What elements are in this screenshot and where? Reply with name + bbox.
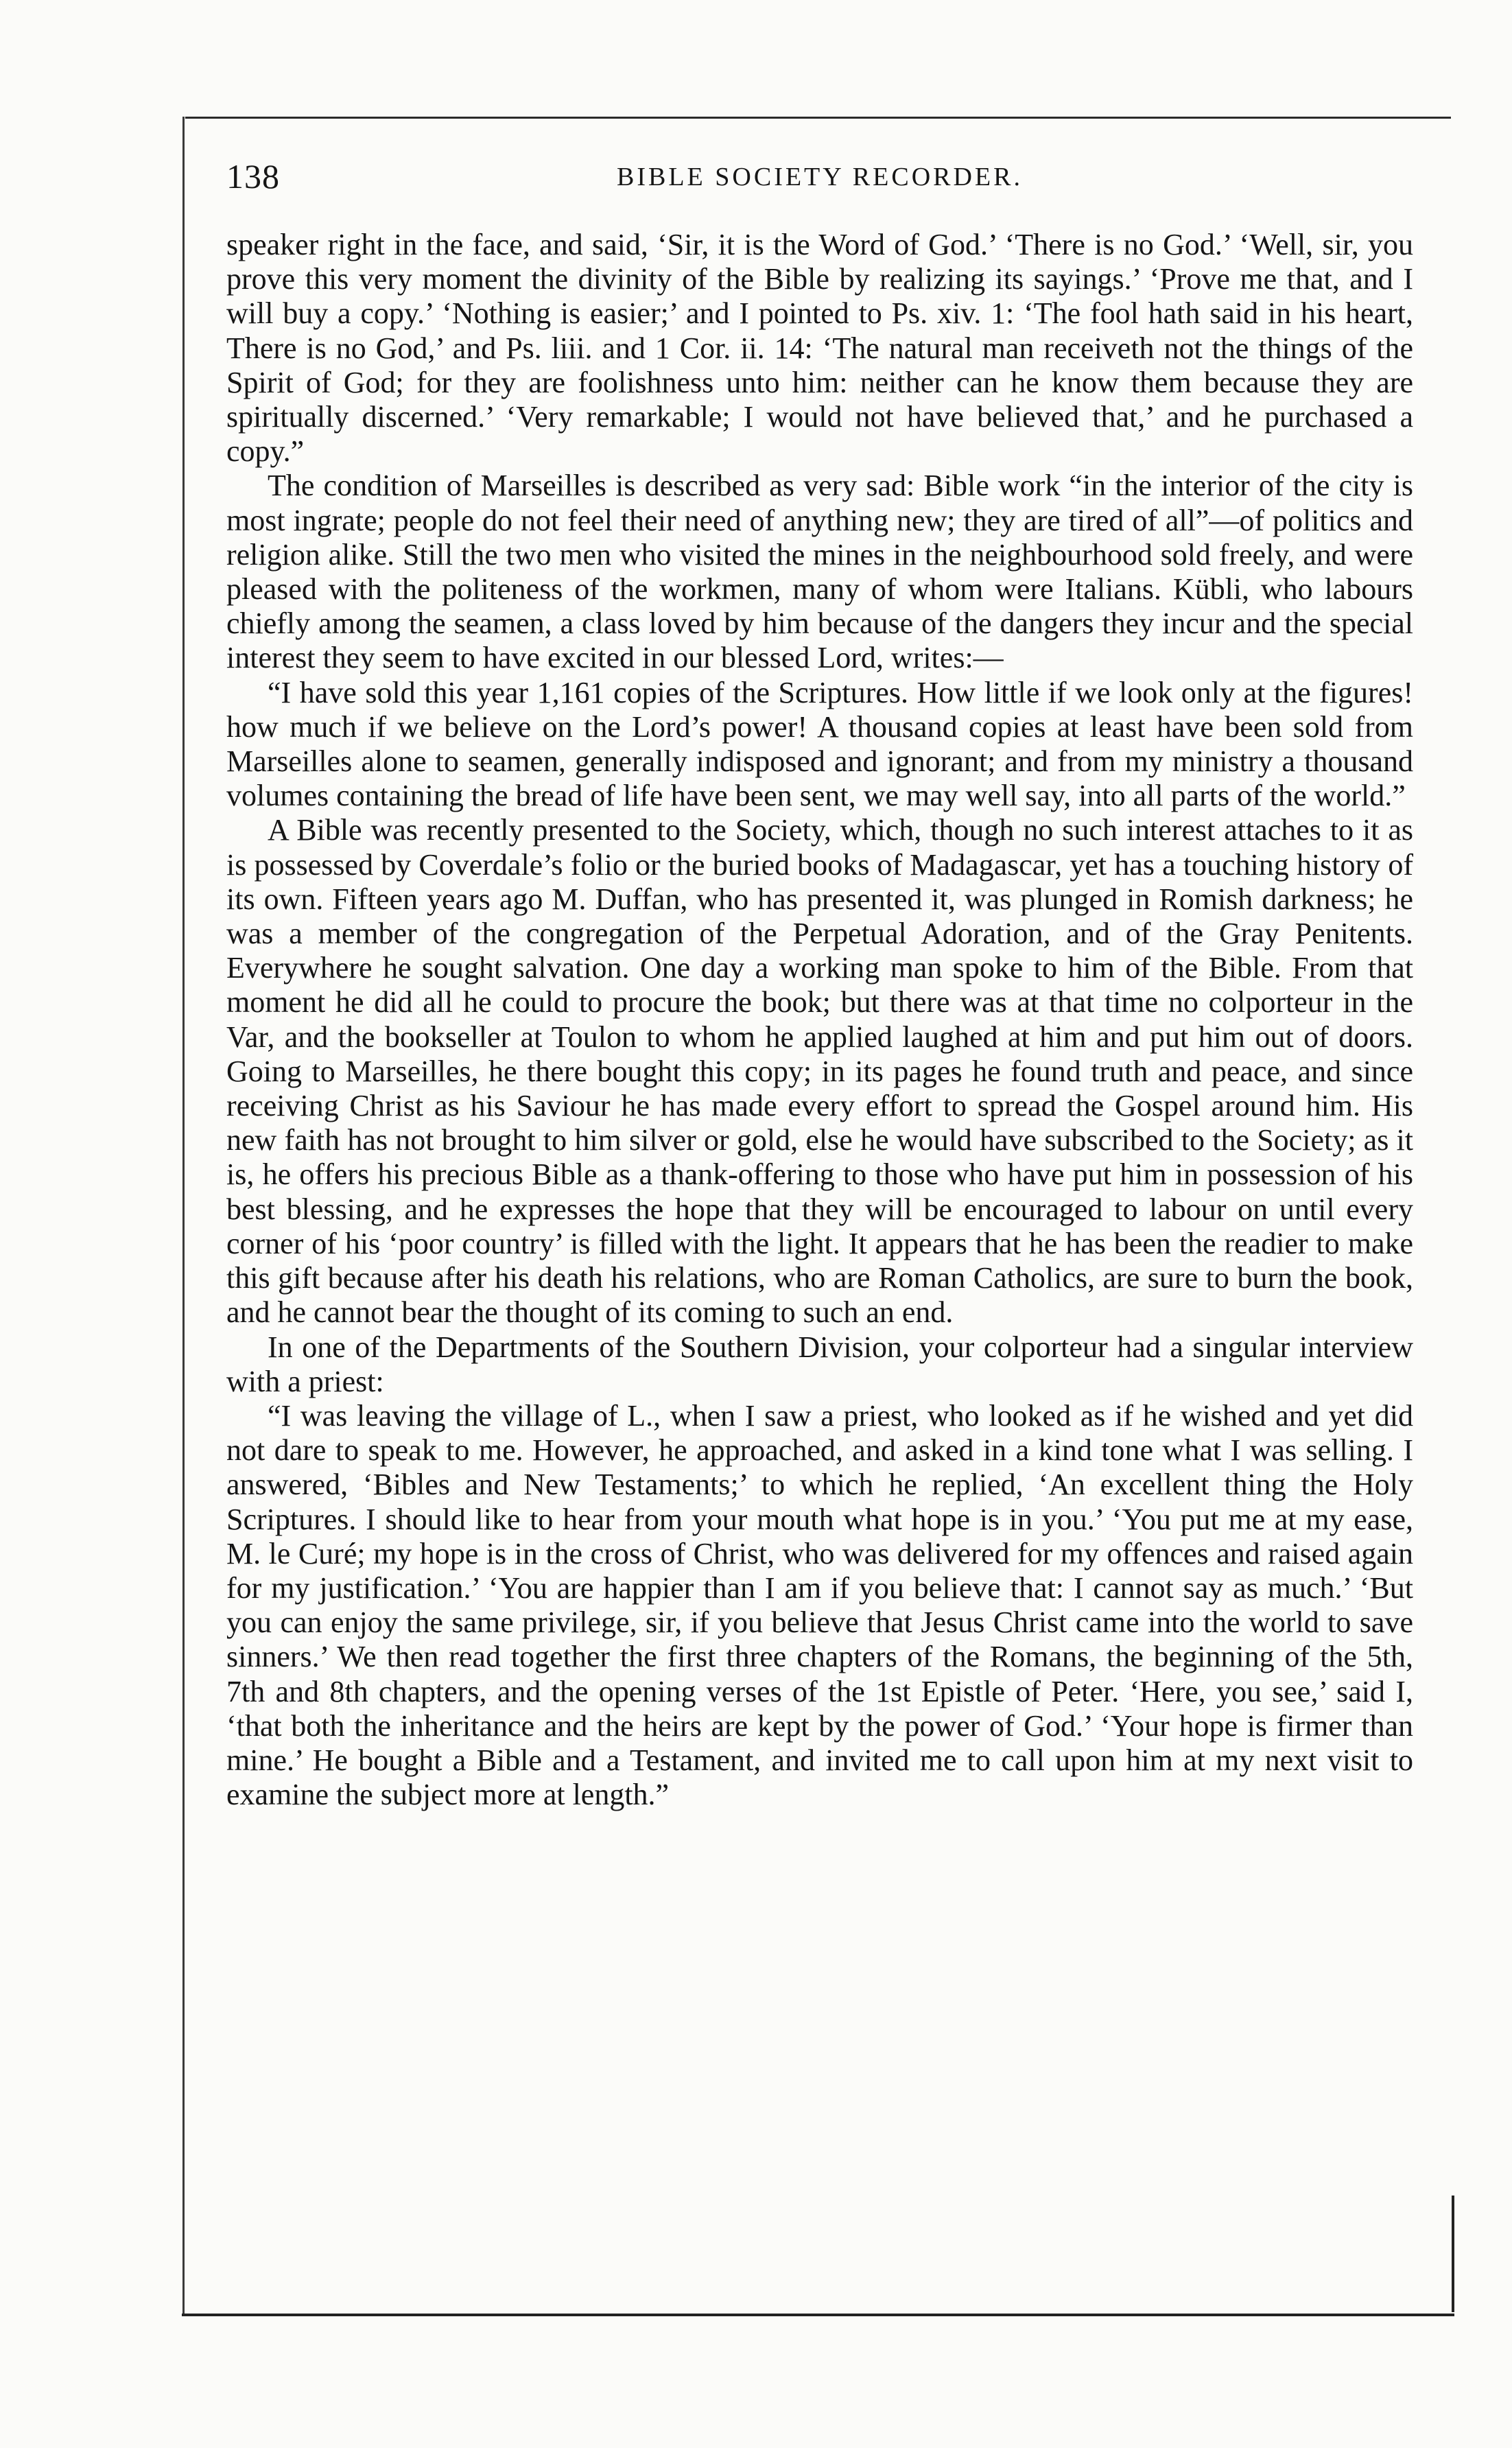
paragraph-duffan-bible: A Bible was recently presented to the Society, which, though no such interest attaches to it as is possessed by Coverdale’s folio or the buried books of Madagascar, yet has a touching history of its own. Fifteen years ago M. Duffan, who has presented it, was plunged in Romish darkness; he was a member of the congregation of the Perpetual Adoration, and of the Gray Penitents. Everywhere he sought salvation. One day a working man spoke to him of the Bible. From that moment he did all he could to procure the book; but there was at that time no colporteur in the Var, and the bookseller at Toulon to whom he applied laughed at him and put him out of doors. Going to Marseilles, he there bought this copy; in its pages he found truth and peace, and since receiving Christ as his Saviour he has made every effort to spread the Gospel around him. His new faith has not brought to him silver or gold, else he would have subscribed to the Society; as it is, he offers his precious Bible as a thank-offering to those who have put him in possession of his best blessing, and he expresses the hope that they will be encouraged to labour on until every corner of his ‘poor country’ is filled with the light. It appears that he has been the readier to make this gift because after his death his relations, who are Roman Catholics, are sure to burn the book, and he cannot bear the thought of its coming to such an end. bbox=[226, 813, 1413, 1330]
paragraph-continued: speaker right in the face, and said, ‘Sir, it is the Word of God.’ ‘There is no God.’ ‘Well, sir, you prove this very moment the divinity of the Bible by realizing its sayings.’ ‘Prove me that, and I will buy a copy.’ ‘Nothing is easier;’ and I pointed to Ps. xiv. 1: ‘The fool hath said in his heart, There is no God,’ and Ps. liii. and 1 Cor. ii. 14: ‘The natural man receiveth not the things of the Spirit of God; for they are foolishness unto him: neither can he know them because they are spiritually discerned.’ ‘Very remarkable; I would not have believed that,’ and he purchased a copy.” bbox=[226, 228, 1413, 469]
right-margin-rule bbox=[1452, 2196, 1454, 2312]
top-rule bbox=[185, 117, 1451, 119]
left-margin-rule bbox=[182, 117, 185, 2316]
journal-title: BIBLE SOCIETY RECORDER. bbox=[617, 163, 1023, 191]
page-number: 138 bbox=[226, 157, 280, 196]
bottom-rule bbox=[182, 2314, 1454, 2316]
paragraph-southern-division: In one of the Departments of the Southern Division, your colporteur had a singular interview with a priest: bbox=[226, 1330, 1413, 1398]
running-head bbox=[226, 156, 1413, 204]
quotation-priest-interview: “I was leaving the village of L., when I saw a priest, who looked as if he wished and yet did not dare to speak to me. However, he approached, and asked in a kind tone what I was selling. I answered, ‘Bibles and New Testaments;’ to which he replied, ‘An excellent thing the Holy Scriptures. I should like to hear from your mouth what hope is in you.’ ‘You put me at my ease, M. le Curé; my hope is in the cross of Christ, who was delivered for my offences and raised again for my justification.’ ‘You are happier than I am if you believe that: I cannot say as much.’ ‘But you can enjoy the same privilege, sir, if you believe that Jesus Christ came into the world to save sinners.’ We then read together the first three chapters of the Romans, the beginning of the 5th, 7th and 8th chapters, and the opening verses of the 1st Epistle of Peter. ‘Here, you see,’ said I, ‘that both the inheritance and the heirs are kept by the power of God.’ ‘Your hope is firmer than mine.’ He bought a Bible and a Testament, and invited me to call upon him at my next visit to examine the subject more at length.” bbox=[226, 1398, 1413, 1812]
article-body bbox=[226, 228, 1413, 1812]
paragraph-marseilles: The condition of Marseilles is described as very sad: Bible work “in the interior of the city is most ingrate; people do not feel their need of anything new; they are tired of all”—of politics and religion alike. Still the two men who visited the mines in the neighbourhood sold freely, and were pleased with the politeness of the workmen, many of whom were Italians. Kübli, who labours chiefly among the seamen, a class loved by him because of the dangers they incur and the special interest they seem to have excited in our blessed Lord, writes:— bbox=[226, 469, 1413, 675]
quotation-kubli: “I have sold this year 1,161 copies of the Scriptures. How little if we look only at the figures! how much if we believe on the Lord’s power! A thousand copies at least have been sold from Marseilles alone to seamen, generally indisposed and ignorant; and from my ministry a thousand volumes containing the bread of life have been sent, we may well say, into all parts of the world.” bbox=[226, 675, 1413, 813]
